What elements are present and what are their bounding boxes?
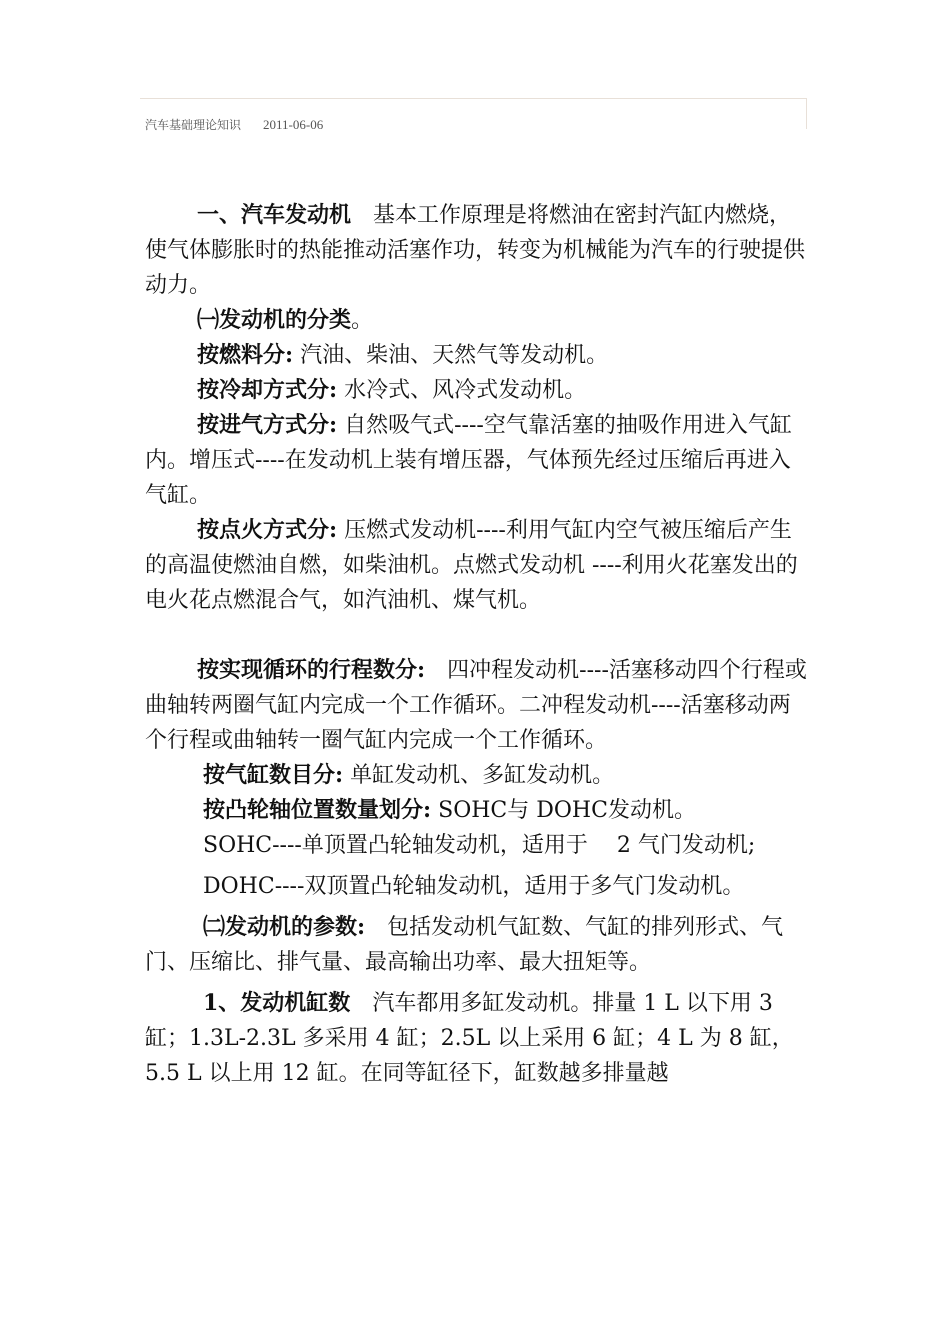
paragraph-text: 单缸发动机、多缸发动机。 (350, 763, 615, 788)
paragraph-text: 包括发动机气缸数、气缸的排列形式、气门、压缩比、排气量、最高输出功率、最大扭矩等。 (145, 915, 784, 975)
paragraph-engine-parameters (145, 910, 810, 980)
paragraph-text: 汽油、柴油、天然气等发动机。 (300, 343, 609, 368)
paragraph-text: SOHC与 DOHC发动机。 (438, 798, 696, 823)
paragraph-by-cylinders (145, 758, 810, 793)
document-body (145, 198, 810, 1091)
item-heading: 按冷却方式分: (197, 377, 338, 403)
paragraph-by-intake (145, 408, 810, 513)
header-title: 汽车基础理论知识 (145, 118, 242, 132)
item-heading: 按凸轮轴位置数量划分: (203, 797, 432, 823)
item-heading: 按气缸数目分: (203, 762, 344, 788)
paragraph-text: 四冲程发动机----活塞移动四个行程或曲轴转两圈气缸内完成一个工作循环。二冲程发动机----活塞移动两个行程或曲轴转一圈气缸内完成一个工作循环。 (145, 658, 807, 753)
paragraph-text: 。 (351, 308, 374, 333)
item-heading: 1、发动机缸数 (203, 990, 351, 1016)
paragraph-engine-classification (145, 303, 810, 338)
paragraph-dohc (145, 869, 810, 904)
paragraph-text: 压燃式发动机----利用气缸内空气被压缩后产生的高温使燃油自燃，如柴油机。点燃式发动机 ----利用火花塞发出的电火花点燃混合气，如汽油机、煤气机。 (145, 518, 798, 613)
paragraph-by-stroke (145, 653, 810, 758)
item-heading: 按实现循环的行程数分: (197, 657, 426, 683)
subsection-heading: ㈠发动机的分类 (197, 307, 352, 333)
paragraph-text: 水冷式、风冷式发动机。 (344, 378, 587, 403)
paragraph-by-fuel (145, 338, 810, 373)
header-date: 2011-06-06 (263, 117, 324, 132)
document-header (145, 116, 323, 133)
paragraph-text: 汽车都用多缸发动机。排量 1 L 以下用 3 缸；1.3L-2.3L 多采用 4 缸；2.5L 以上采用 6 缸；4 L 为 8 缸，5.5 L 以上用 12 缸。在同等缸径下，缸数越多排量越 (145, 991, 794, 1086)
paragraph-cylinder-count (145, 986, 810, 1091)
paragraph-sohc (145, 828, 810, 863)
section-heading: 一、汽车发动机 (197, 202, 352, 228)
paragraph-by-cooling (145, 373, 810, 408)
paragraph-text: SOHC----单顶置凸轮轴发动机，适用于 2 气门发动机; (203, 833, 756, 858)
item-heading: 按进气方式分: (197, 412, 338, 438)
paragraph-by-camshaft (145, 793, 810, 828)
paragraph-text: 基本工作原理是将燃油在密封汽缸内燃烧，使气体膨胀时的热能推动活塞作功，转变为机械能为汽车的行驶提供动力。 (145, 203, 806, 298)
item-heading: 按点火方式分: (197, 517, 338, 543)
paragraph-text: 自然吸气式----空气靠活塞的抽吸作用进入气缸内。增压式----在发动机上装有增压器，气体预先经过压缩后再进入气缸。 (145, 413, 792, 508)
paragraph-engine-principle (145, 198, 810, 303)
item-heading: 按燃料分: (197, 342, 294, 368)
paragraph-by-ignition (145, 513, 810, 618)
paragraph-text: DOHC----双顶置凸轮轴发动机，适用于多气门发动机。 (203, 874, 745, 899)
subsection-heading: ㈡发动机的参数: (203, 914, 366, 940)
